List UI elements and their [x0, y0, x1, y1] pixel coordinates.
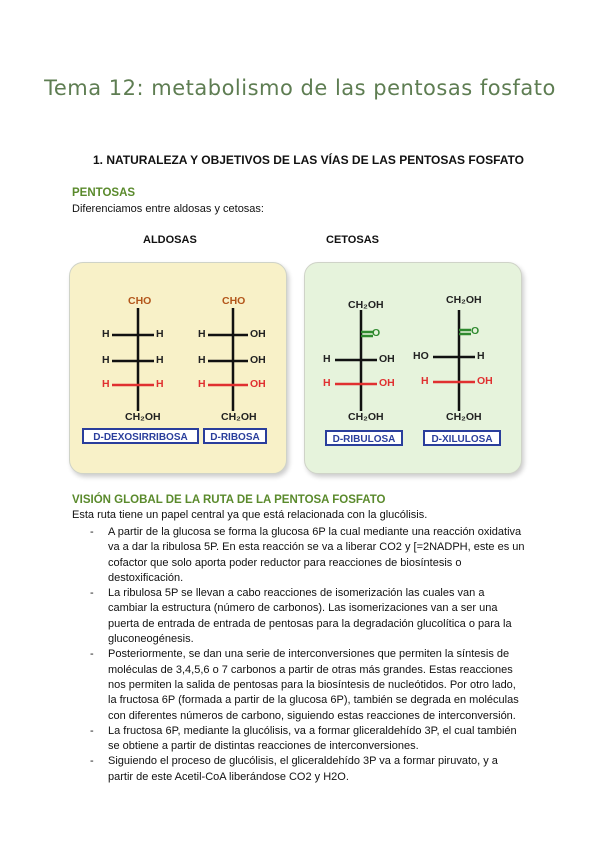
ribulosa-label: D-RIBULOSA — [325, 430, 403, 446]
h-label: H — [323, 377, 331, 389]
list-item — [90, 586, 526, 647]
list-item — [90, 724, 526, 755]
ch2oh-label: CH₂OH — [348, 411, 384, 423]
oh-label: OH — [379, 377, 395, 389]
ch2oh-label: CH₂OH — [221, 411, 257, 423]
list-item-text: Posteriormente, se dan una serie de interconversiones que permiten la síntesis de moléculas de 3,4,5,6 o 7 carbonos a partir de otras más grandes. Estas reacciones nos permiten la salida de pentosas para la biosíntesis de nucleótidos. Por otro lado, la fructosa 6P (formada a partir de la glucosa 6P), también se degrada en moléculas con diferentes números de carbono, siguiendo estas reacciones de interconversión. — [108, 648, 519, 722]
oh-label: OH — [250, 328, 266, 340]
h-label: H — [102, 354, 110, 366]
oh-label: OH — [379, 353, 395, 365]
ribosa-label: D-RIBOSA — [203, 428, 267, 444]
ho-label: HO — [413, 350, 429, 362]
list-dash: - — [90, 587, 94, 600]
list-item-text: Siguiendo el proceso de glucólisis, el gliceraldehído 3P va a formar piruvato, y a partir de este Acetil-CoA liberándose CO2 y H2O. — [108, 755, 498, 783]
list-item-text: La fructosa 6P, mediante la glucólisis, va a formar gliceraldehído 3P, el cual también se obtiene a partir de distintas reacciones de interconversiones. — [108, 724, 517, 753]
ch2oh-label: CH₂OH — [348, 299, 384, 311]
h-label: H — [421, 375, 429, 387]
dexosirribosa-label: D-DEXOSIRRIBOSA — [82, 428, 199, 444]
page-title: Tema 12: metabolismo de las pentosas fosfato — [44, 76, 556, 100]
h-label: H — [102, 328, 110, 340]
list-item-text: A partir de la glucosa se forma la glucosa 6P la cual mediante una reacción oxidativa va a dar la ribulosa 5P. En esta reacción se va a liberar CO2 y [=2NADPH, este es un cofactor que solo aporta poder reductor para reacciones de biosíntesis o destoxificación. — [108, 526, 525, 584]
h-label: H — [198, 328, 206, 340]
h-label: H — [198, 354, 206, 366]
vision-heading: VISIÓN GLOBAL DE LA RUTA DE LA PENTOSA FOSFATO — [72, 494, 386, 506]
h-label: H — [102, 378, 110, 390]
aldosas-panel — [69, 262, 287, 474]
cho-label: CHO — [128, 295, 152, 307]
xilulosa-label: D-XILULOSA — [423, 430, 501, 446]
o-label: O — [372, 327, 381, 339]
cetosas-title: CETOSAS — [326, 234, 379, 246]
h-label: H — [156, 328, 164, 340]
list-item — [90, 754, 526, 785]
h-label: H — [198, 378, 206, 390]
oh-label: OH — [250, 354, 266, 366]
oh-label: OH — [477, 375, 493, 387]
list-dash: - — [90, 648, 94, 661]
cetosas-panel — [304, 262, 522, 474]
list-item-text: La ribulosa 5P se llevan a cabo reacciones de isomerización las cuales van a cambiar la estructura (número de carbonos). Las isomerizaciones van a ser una puerta de entrada de entrada de pentosas para la degradación glucolítica o para la gluconeogénesis. — [108, 587, 512, 646]
vision-list — [90, 525, 526, 785]
list-item — [90, 525, 526, 586]
list-item — [90, 647, 526, 723]
aldosas-title: ALDOSAS — [143, 234, 197, 246]
h-label: H — [477, 350, 485, 362]
h-label: H — [156, 354, 164, 366]
section-heading: 1. NATURALEZA Y OBJETIVOS DE LAS VÍAS DE LAS PENTOSAS FOSFATO — [93, 153, 524, 167]
ch2oh-label: CH₂OH — [125, 411, 161, 423]
o-label: O — [471, 325, 480, 337]
ch2oh-label: CH₂OH — [446, 294, 482, 306]
vision-intro: Esta ruta tiene un papel central ya que está relacionada con la glucólisis. — [72, 509, 428, 521]
list-dash: - — [90, 755, 94, 768]
h-label: H — [323, 353, 331, 365]
list-dash: - — [90, 724, 94, 737]
h-label: H — [156, 378, 164, 390]
cho-label: CHO — [222, 295, 246, 307]
oh-label: OH — [250, 378, 266, 390]
pentosas-heading: PENTOSAS — [72, 187, 136, 199]
ch2oh-label: CH₂OH — [446, 411, 482, 423]
list-dash: - — [90, 526, 94, 538]
pentosas-intro: Diferenciamos entre aldosas y cetosas: — [72, 203, 264, 215]
